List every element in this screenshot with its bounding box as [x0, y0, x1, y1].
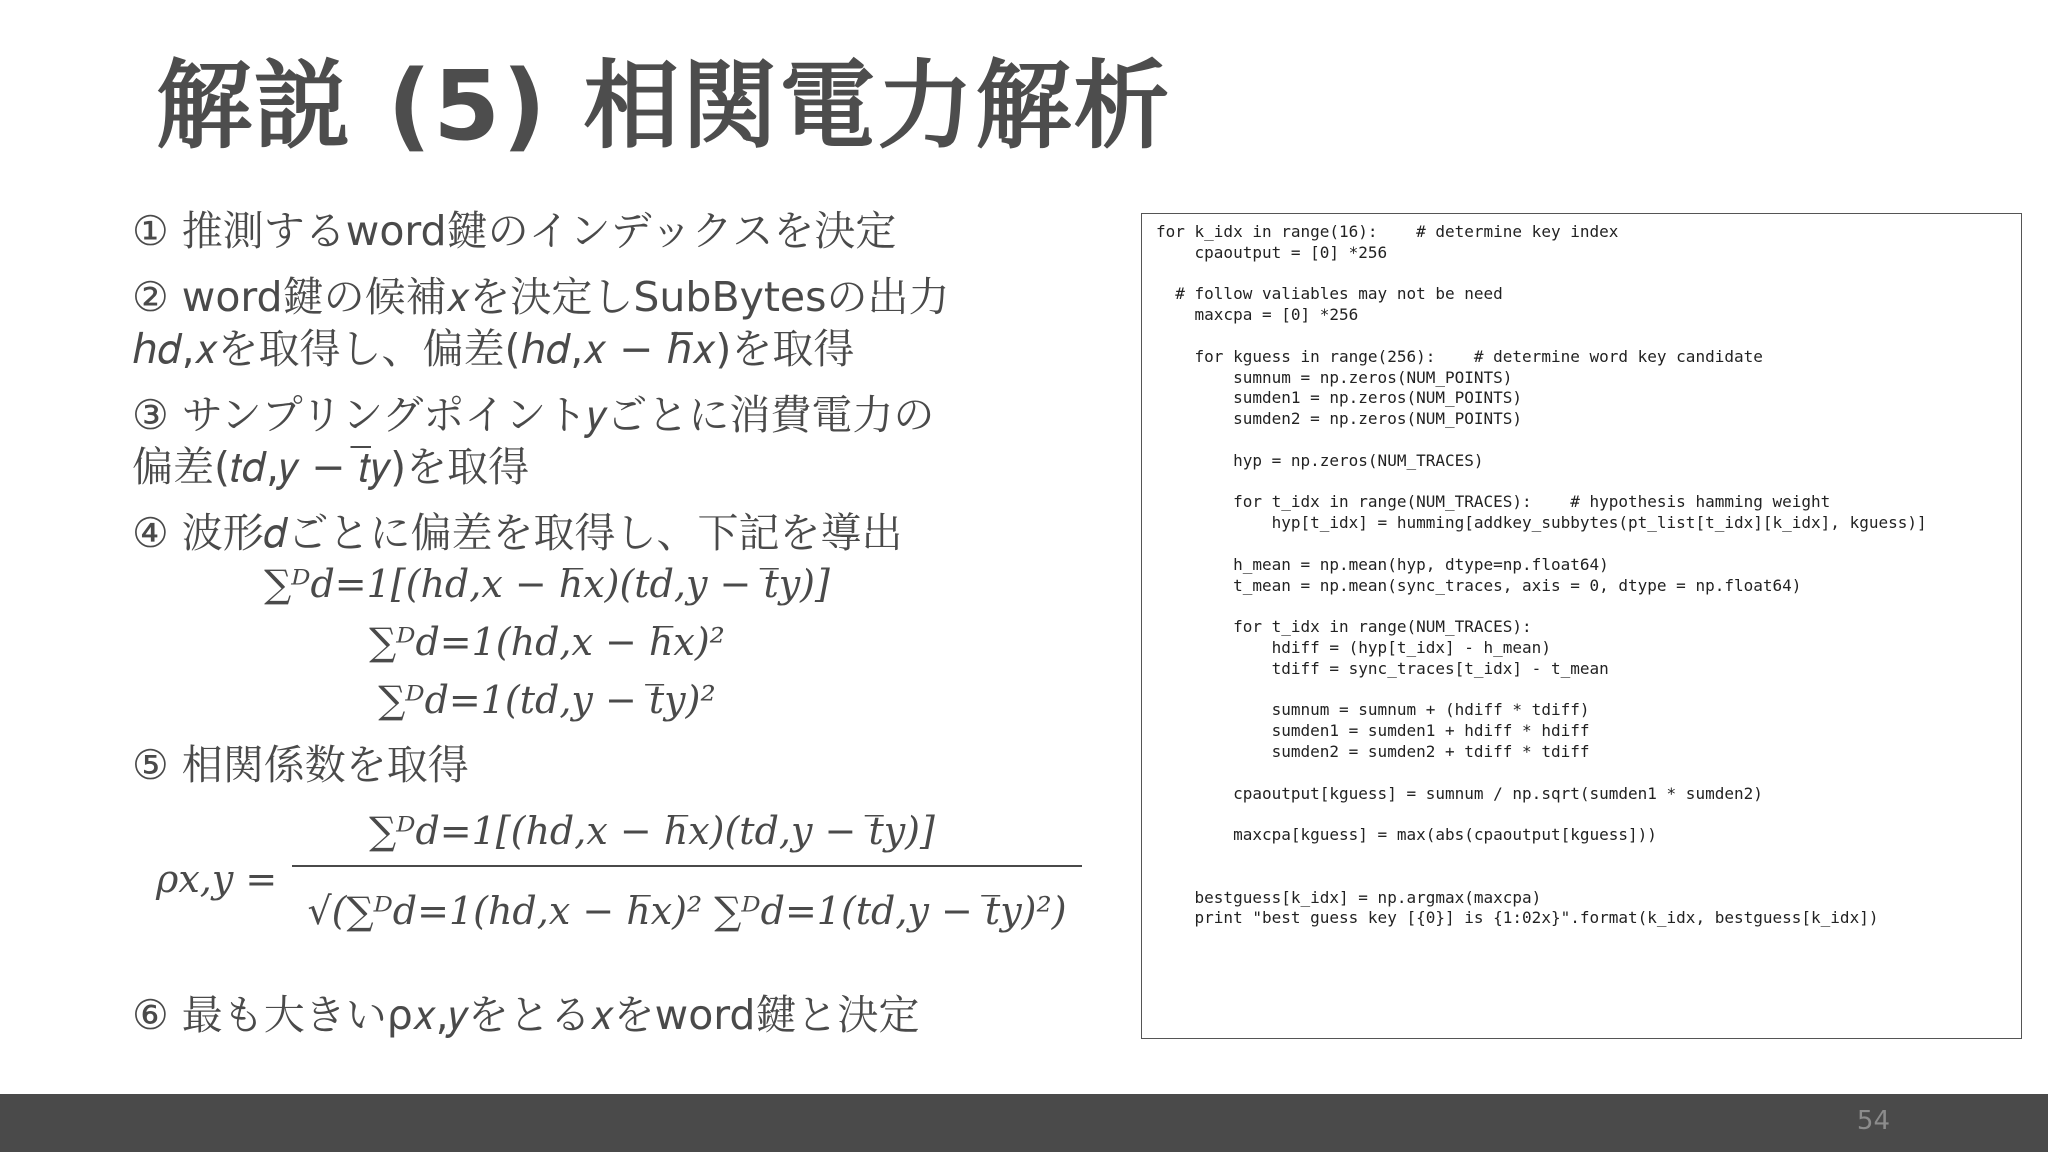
slide-title: 解説 (5) 相関電力解析	[156, 50, 1172, 162]
step-4-text: ④ 波形𝑑ごとに偏差を取得し、下記を導出	[132, 509, 903, 557]
code-line: t_mean = np.mean(sync_traces, axis = 0, dtype = np.float64)	[1156, 575, 1802, 595]
code-line: for k_idx in range(16): # determine key index	[1156, 222, 1619, 241]
code-line: hyp[t_idx] = humming[addkey_subbytes(pt_list[t_idx][k_idx], kguess)]	[1156, 513, 1927, 533]
step-5-text: ⑤ 相関係数を取得	[132, 741, 469, 789]
code-line: hdiff = (hyp[t_idx] - h_mean)	[1156, 637, 1551, 657]
t-variance-sum-formula: ∑ᴰ𝑑=1(𝑡𝑑,𝑦 − 𝑡̅𝑦)²	[378, 678, 716, 722]
step-5	[132, 739, 962, 791]
code-line	[1156, 680, 2007, 701]
code-line: sumden1 = np.zeros(NUM_POINTS)	[1156, 388, 1523, 408]
step-2-text: ② word鍵の候補𝑥を決定しSubBytesの出力ℎ𝑑,𝑥を取得し、偏差(ℎ𝑑,𝑥 − ℎ̅𝑥)を取得	[132, 273, 950, 373]
rho-numerator: ∑ᴰ𝑑=1[(ℎ𝑑,𝑥 − ℎ̅𝑥)(𝑡𝑑,𝑦 − 𝑡̅𝑦)]	[369, 809, 935, 853]
h-variance-sum-formula: ∑ᴰ𝑑=1(ℎ𝑑,𝑥 − ℎ̅𝑥)²	[369, 620, 725, 664]
code-line	[1156, 596, 2007, 617]
step-6	[132, 989, 962, 1041]
correlation-formula	[132, 805, 1067, 975]
code-line	[1156, 867, 2007, 888]
code-line: bestguess[k_idx] = np.argmax(maxcpa)	[1156, 887, 1542, 907]
step-1	[132, 205, 962, 257]
code-line: maxcpa = [0] *256	[1156, 305, 1359, 325]
code-line: cpaoutput[kguess] = sumnum / np.sqrt(sumden1 * sumden2)	[1156, 783, 1763, 803]
code-line	[1156, 326, 2007, 347]
code-line: h_mean = np.mean(hyp, dtype=np.float64)	[1156, 554, 1609, 574]
code-line: # follow valiables may not be need	[1156, 284, 1503, 304]
code-line	[1156, 534, 2007, 555]
code-line	[1156, 804, 2007, 825]
code-line: print "best guess key [{0}] is {1:02x}".format(k_idx, bestguess[k_idx])	[1156, 908, 1879, 928]
step-3	[132, 389, 962, 493]
fraction-bar	[292, 865, 1082, 867]
page-number: 54	[1856, 1106, 1890, 1136]
steps-list	[132, 205, 1067, 1055]
code-line: tdiff = sync_traces[t_idx] - t_mean	[1156, 658, 1609, 678]
code-line: sumden1 = sumden1 + hdiff * hdiff	[1156, 721, 1590, 741]
code-line: sumden2 = sumden2 + tdiff * tdiff	[1156, 741, 1590, 761]
rho-denominator: √(∑ᴰ𝑑=1(ℎ𝑑,𝑥 − ℎ̅𝑥)² ∑ᴰ𝑑=1(𝑡𝑑,𝑦 − 𝑡̅𝑦)²)	[307, 889, 1067, 933]
formula-group	[132, 555, 962, 729]
code-line: for t_idx in range(NUM_TRACES): # hypothesis hamming weight	[1156, 492, 1831, 512]
covariance-sum-formula: ∑ᴰ𝑑=1[(ℎ𝑑,𝑥 − ℎ̅𝑥)(𝑡𝑑,𝑦 − 𝑡̅𝑦)]	[264, 562, 830, 606]
step-4	[132, 507, 962, 559]
code-line: for t_idx in range(NUM_TRACES):	[1156, 617, 1532, 637]
code-line: maxcpa[kguess] = max(abs(cpaoutput[kguess]))	[1156, 825, 1657, 845]
code-line: sumnum = np.zeros(NUM_POINTS)	[1156, 367, 1513, 387]
step-1-text: ① 推測するword鍵のインデックスを決定	[132, 207, 897, 255]
step-3-text: ③ サンプリングポイント𝑦ごとに消費電力の偏差(𝑡𝑑,𝑦 − 𝑡̅𝑦)を取得	[132, 391, 935, 491]
rho-lhs: ρ𝑥,𝑦 =	[156, 857, 278, 901]
code-line: sumnum = sumnum + (hdiff * tdiff)	[1156, 700, 1590, 720]
code-line	[1156, 846, 2007, 867]
code-listing	[1141, 213, 2022, 1039]
code-line: hyp = np.zeros(NUM_TRACES)	[1156, 450, 1484, 470]
code-line	[1156, 763, 2007, 784]
code-line	[1156, 264, 2007, 285]
step-6-text: ⑥ 最も大きいρ𝑥,𝑦をとる𝑥をword鍵と決定	[132, 991, 920, 1039]
code-line	[1156, 430, 2007, 451]
code-line: cpaoutput = [0] *256	[1156, 242, 1388, 262]
step-2	[132, 271, 962, 375]
code-line	[1156, 472, 2007, 493]
footer-bar	[0, 1094, 2048, 1152]
code-line: sumden2 = np.zeros(NUM_POINTS)	[1156, 409, 1523, 429]
code-line: for kguess in range(256): # determine word key candidate	[1156, 346, 1763, 366]
